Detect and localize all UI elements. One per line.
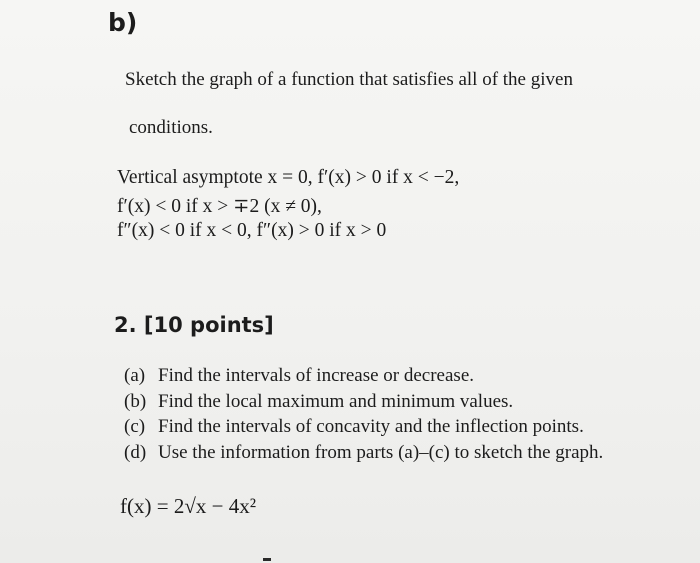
- item-tag: (a): [124, 365, 146, 386]
- function-formula: f(x) = 2√x − 4x²: [120, 494, 256, 518]
- item-text: Find the intervals of increase or decrease.: [158, 365, 475, 386]
- question-item-d: [124, 442, 603, 464]
- item-tag: (c): [124, 416, 146, 437]
- scan-mark: [263, 558, 271, 561]
- prompt-line-2: conditions.: [129, 117, 213, 138]
- part-label: b): [108, 8, 138, 37]
- question-item-a: [124, 365, 474, 387]
- item-text: Find the local maximum and minimum values.: [158, 391, 514, 412]
- prompt-line-1: Sketch the graph of a function that satisfies all of the given: [125, 69, 573, 90]
- item-text: Use the information from parts (a)–(c) to sketch the graph.: [158, 442, 604, 463]
- item-tag: (d): [124, 442, 147, 463]
- condition-line-3: f″(x) < 0 if x < 0, f″(x) > 0 if x > 0: [117, 220, 387, 241]
- question-item-b: [124, 391, 513, 413]
- item-tag: (b): [124, 391, 147, 412]
- condition-line-1: Vertical asymptote x = 0, f′(x) > 0 if x < −2,: [117, 167, 460, 188]
- question-header: 2. [10 points]: [114, 313, 274, 337]
- condition-line-2: f′(x) < 0 if x > ∓2 (x ≠ 0),: [117, 196, 322, 217]
- item-text: Find the intervals of concavity and the inflection points.: [158, 416, 584, 437]
- question-item-c: [124, 416, 584, 438]
